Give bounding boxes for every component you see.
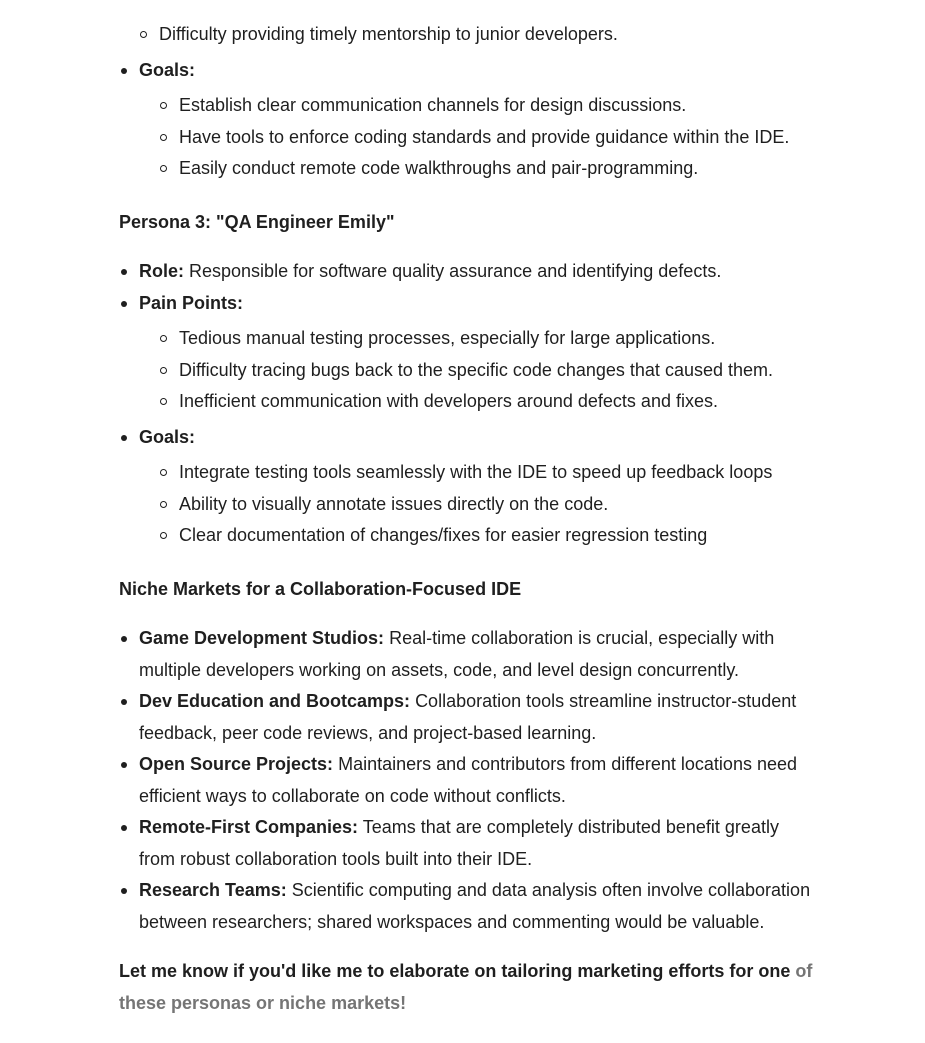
list-item: Clear documentation of changes/fixes for easier regression testing — [139, 520, 819, 552]
goals-sublist — [139, 90, 819, 185]
niche-item: Dev Education and Bootcamps: Collaboration tools streamline instructor-student feedback, peer code reviews, and project-based learning. — [119, 686, 819, 749]
niche-markets-list — [119, 623, 819, 938]
list-item: Ability to visually annotate issues directly on the code. — [139, 489, 819, 521]
list-item: Integrate testing tools seamlessly with the IDE to speed up feedback loops — [139, 457, 819, 489]
goals-label: Goals: — [139, 59, 196, 80]
list-item: Tedious manual testing processes, especially for large applications. — [139, 323, 819, 355]
niche-item: Research Teams: Scientific computing and data analysis often involve collaboration between researchers; shared workspaces and commenting would be valuable. — [119, 875, 819, 938]
niche-markets-heading: Niche Markets for a Collaboration-Focused IDE — [119, 578, 522, 599]
persona2-goals-list — [119, 55, 819, 185]
role-item — [119, 256, 819, 288]
closing-message: Let me know if you'd like me to elaborate on tailoring marketing efforts for one of these personas or niche markets! — [119, 961, 813, 1013]
goals-item — [119, 55, 819, 185]
list-item: Difficulty providing timely mentorship to junior developers. — [119, 19, 819, 51]
niche-item: Remote-First Companies: Teams that are completely distributed benefit greatly from robust collaboration tools built into their IDE. — [119, 812, 819, 875]
persona3-list — [119, 256, 819, 552]
pain-points-sublist — [139, 323, 819, 418]
niche-item: Open Source Projects: Maintainers and contributors from different locations need efficient ways to collaborate on code without conflicts. — [119, 749, 819, 812]
pain-points-label: Pain Points: — [139, 292, 244, 313]
list-item: Establish clear communication channels for design discussions. — [139, 90, 819, 122]
list-item: Have tools to enforce coding standards and provide guidance within the IDE. — [139, 122, 819, 154]
mentorship-sublist — [119, 19, 819, 51]
persona3-heading: Persona 3: "QA Engineer Emily" — [119, 211, 395, 232]
role-label: Role: — [139, 261, 184, 281]
goals-sublist — [139, 457, 819, 552]
goals-item — [119, 422, 819, 552]
goals-label: Goals: — [139, 426, 196, 447]
list-item: Inefficient communication with developers around defects and fixes. — [139, 386, 819, 418]
list-item: Difficulty tracing bugs back to the specific code changes that caused them. — [139, 355, 819, 387]
role-text: Responsible for software quality assurance and identifying defects. — [189, 261, 722, 281]
response-content — [119, 19, 819, 1019]
list-item: Easily conduct remote code walkthroughs and pair-programming. — [139, 153, 819, 185]
pain-points-item — [119, 288, 819, 418]
niche-item: Game Development Studios: Real-time collaboration is crucial, especially with multiple developers working on assets, code, and level design concurrently. — [119, 623, 819, 686]
